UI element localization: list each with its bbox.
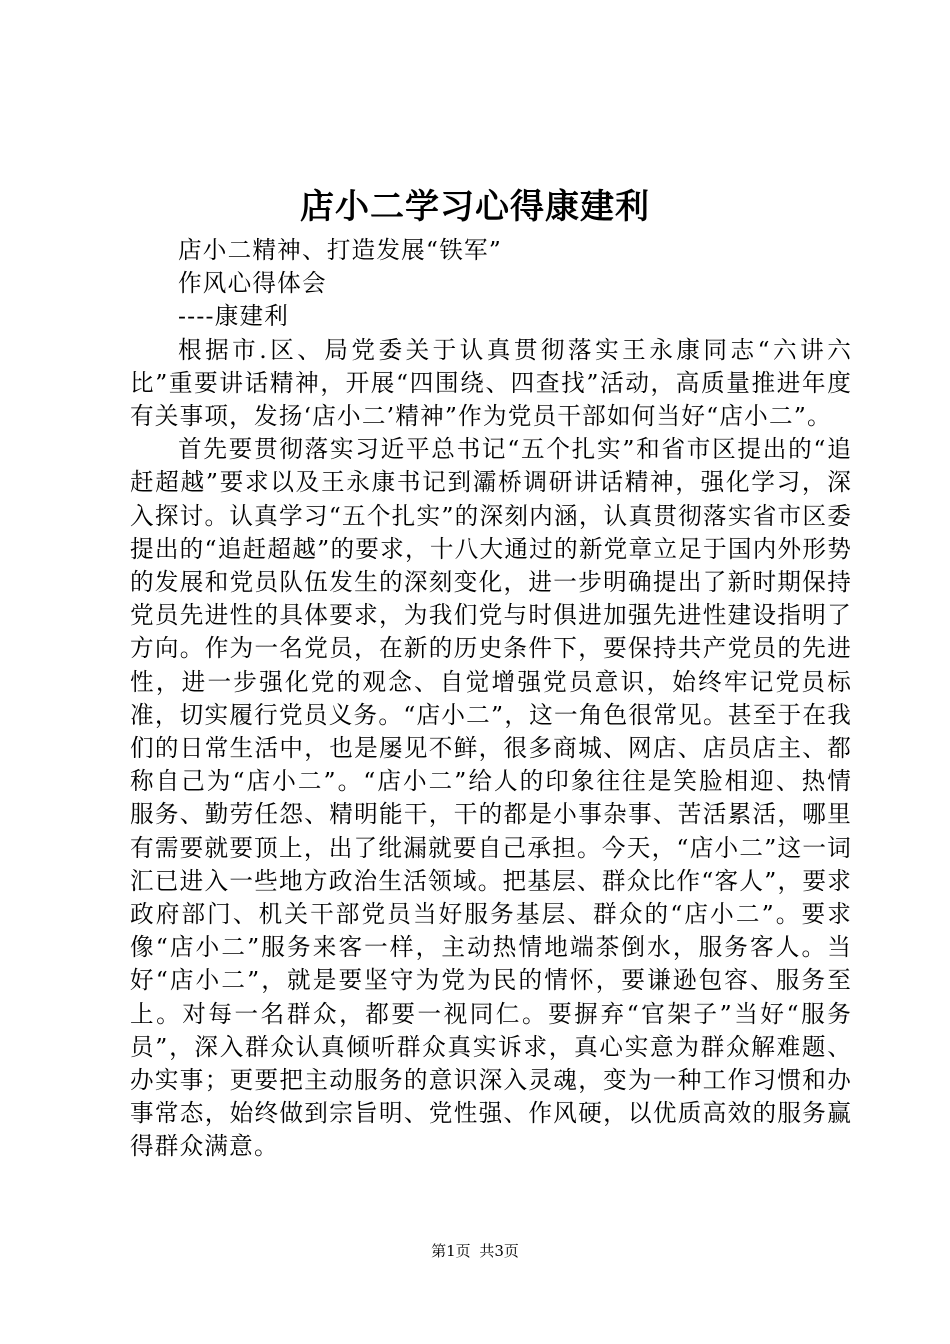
subtitle-line: 店小二精神、打造发展“铁军” [178, 236, 503, 264]
page-footer [0, 1241, 950, 1261]
author-line: ----康建利 [178, 302, 290, 331]
body-paragraph: 根据市.区、局党委关于认真贯彻落实王永康同志“六讲六比”重要讲话精神，开展“四围绕、四查找”活动，高质量推进年度有关事项，发扬‘店小二’精神”作为党员干部如何当好“店小二”。 [130, 335, 852, 431]
page-number: 第1页 [431, 1242, 471, 1260]
document-body [130, 234, 852, 1164]
page-count: 共3页 [479, 1242, 519, 1260]
subtitle-line: 作风心得体会 [178, 269, 327, 298]
body-paragraph: 首先要贯彻落实习近平总书记“五个扎实”和省市区提出的“追赶超越”要求以及王永康书记到灞桥调研讲话精神，强化学习，深入探讨。认真学习“五个扎实”的深刻内涵，认真贯彻落实省市区委提出的“追赶超越”的要求，十八大通过的新党章立足于国内外形势的发展和党员队伍发生的深刻变化，进一步明确提出了新时期保持党员先进性的具体要求，为我们党与时俱进加强先进性建设指明了方向。作为一名党员，在新的历史条件下，要保持共产党员的先进性，进一步强化党的观念、自觉增强党员意识，始终牢记党员标准，切实履行党员义务。“店小二”，这一角色很常见。甚至于在我们的日常生活中，也是屡见不鲜，很多商城、网店、店员店主、都称自己为“店小二”。“店小二”给人的印象往往是笑脸相迎、热情服务、勤劳任怨、精明能干，干的都是小事杂事、苦活累活，哪里有需要就要顶上，出了纰漏就要自己承担。今天，“店小二”这一词汇已进入一些地方政治生活领域。把基层、群众比作“客人”，要求政府部门、机关干部党员当好服务基层、群众的“店小二”。要求像“店小二”服务来客一样，主动热情地端茶倒水，服务客人。当好“店小二”，就是要坚守为党为民的情怀，要谦逊包容、服务至上。对每一名群众，都要一视同仁。要摒弃“官架子”当好“服务员”，深入群众认真倾听群众真实诉求，真心实意为群众解难题、办实事；更要把主动服务的意识深入灵魂，变为一种工作习惯和办事常态，始终做到宗旨明、党性强、作风硬，以优质高效的服务赢得群众满意。 [130, 435, 852, 1161]
page-title: 店小二学习心得康建利 [300, 187, 650, 227]
